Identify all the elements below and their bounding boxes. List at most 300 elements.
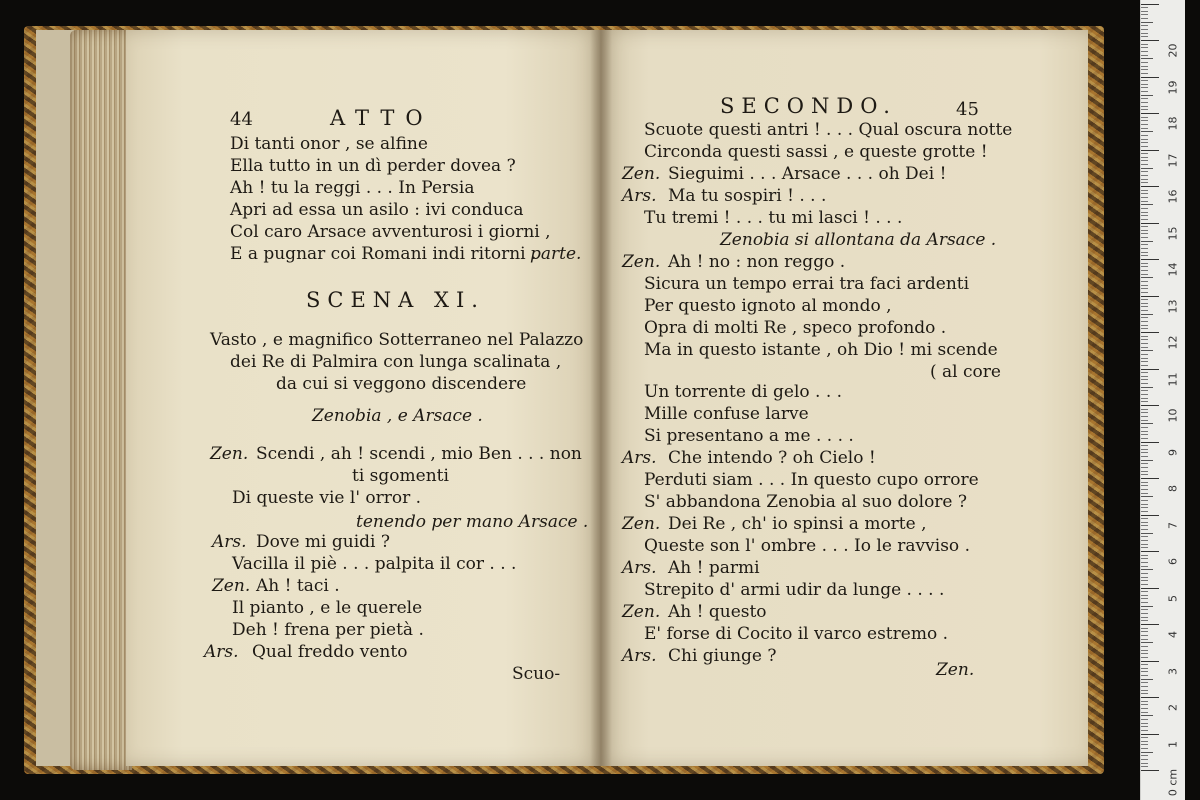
ruler-tick	[1141, 394, 1148, 395]
ruler-tick	[1141, 536, 1148, 537]
ruler-tick	[1141, 620, 1148, 621]
ruler-tick	[1141, 591, 1148, 592]
ruler-tick	[1141, 11, 1148, 12]
ruler-tick	[1141, 715, 1153, 716]
dialogue-line: Ah ! taci .	[256, 576, 340, 596]
ruler-tick	[1141, 442, 1159, 443]
ruler-tick	[1141, 595, 1148, 596]
dialogue-line: Ah ! no : non reggo .	[668, 252, 846, 272]
ruler-tick	[1141, 759, 1148, 760]
ruler-tick	[1141, 671, 1148, 672]
ruler-tick	[1141, 58, 1153, 59]
dialogue-line: Sieguimi . . . Arsace . . . oh Dei !	[668, 164, 947, 184]
ruler-tick	[1141, 511, 1148, 512]
ruler-tick	[1141, 697, 1159, 698]
ruler-tick	[1141, 36, 1148, 37]
ruler-tick	[1141, 482, 1148, 483]
ruler-tick	[1141, 518, 1148, 519]
ruler-tick	[1141, 7, 1148, 8]
verse-line: Apri ad essa un asilo : ivi conduca	[230, 200, 524, 220]
ruler-tick	[1141, 493, 1148, 494]
ruler-tick	[1141, 507, 1148, 508]
ruler-tick	[1141, 427, 1148, 428]
ruler-label: 12	[1166, 335, 1180, 350]
ruler-tick	[1141, 690, 1148, 691]
ruler-tick	[1141, 734, 1159, 735]
ruler-tick	[1141, 631, 1148, 632]
ruler-tick	[1141, 431, 1148, 432]
dialogue-line: Circonda questi sassi , e queste grotte !	[644, 142, 988, 162]
dialogue-line: Opra di molti Re , speco profondo .	[644, 318, 947, 338]
ruler-tick	[1141, 168, 1153, 169]
ruler-tick	[1141, 193, 1148, 194]
ruler-tick	[1141, 201, 1148, 202]
ruler-tick	[1141, 409, 1148, 410]
ruler-tick	[1141, 522, 1148, 523]
catchword: Scuo-	[512, 664, 561, 684]
ruler-tick	[1141, 113, 1159, 114]
ruler-tick	[1141, 336, 1148, 337]
ruler-tick	[1141, 452, 1148, 453]
ruler-tick	[1141, 650, 1148, 651]
dialogue-line: Per questo ignoto al mondo ,	[644, 296, 892, 316]
dialogue-line: Chi giunge ?	[668, 646, 777, 666]
ruler-tick	[1141, 237, 1148, 238]
ruler-tick	[1141, 4, 1159, 5]
dialogue-line: Ah ! parmi	[668, 558, 760, 578]
ruler-tick	[1141, 580, 1148, 581]
ruler-tick	[1141, 361, 1148, 362]
book-gutter	[590, 30, 612, 766]
characters-line: Zenobia , e Arsace .	[312, 406, 483, 426]
running-head: ATTO	[330, 106, 434, 130]
ruler-tick	[1141, 369, 1159, 370]
ruler-tick	[1141, 449, 1148, 450]
ruler-tick	[1141, 390, 1148, 391]
ruler-tick	[1141, 303, 1148, 304]
ruler-tick	[1141, 215, 1148, 216]
ruler-tick	[1141, 489, 1148, 490]
ruler-tick	[1141, 47, 1148, 48]
left-page	[126, 30, 600, 766]
ruler-tick	[1141, 91, 1148, 92]
ruler-tick	[1141, 277, 1153, 278]
ruler-tick	[1141, 350, 1153, 351]
ruler-tick	[1141, 347, 1148, 348]
verse-line: Ah ! tu la reggi . . . In Persia	[230, 178, 475, 198]
ruler-tick	[1141, 299, 1148, 300]
ruler-tick	[1141, 106, 1148, 107]
speaker: Zen.	[622, 164, 661, 184]
ruler-tick	[1141, 219, 1148, 220]
dialogue-line: Dove mi guidi ?	[256, 532, 390, 552]
ruler-tick	[1141, 171, 1148, 172]
scene-description-line: Vasto , e magnifico Sotterraneo nel Palazzo	[210, 330, 584, 350]
ruler-tick	[1141, 723, 1148, 724]
dialogue-line: Si presentano a me . . . .	[644, 426, 854, 446]
ruler-tick	[1141, 29, 1148, 30]
ruler-tick	[1141, 66, 1148, 67]
ruler-tick	[1141, 726, 1148, 727]
ruler-tick	[1141, 270, 1148, 271]
ruler-tick	[1141, 598, 1148, 599]
ruler-tick	[1141, 420, 1148, 421]
ruler-label: 10	[1166, 408, 1180, 423]
ruler-tick	[1141, 584, 1148, 585]
ruler-tick	[1141, 354, 1148, 355]
dialogue-line: Scendi , ah ! scendi , mio Ben . . . non	[256, 444, 582, 464]
speaker: Zen.	[622, 514, 661, 534]
dialogue-line: ti sgomenti	[352, 466, 449, 486]
ruler-tick	[1141, 693, 1148, 694]
ruler-tick	[1141, 139, 1148, 140]
ruler-tick	[1141, 504, 1148, 505]
dialogue-line: Mille confuse larve	[644, 404, 809, 424]
dialogue-line: Ma tu sospiri ! . . .	[668, 186, 827, 206]
ruler-tick	[1141, 124, 1148, 125]
ruler-tick	[1141, 573, 1148, 574]
ruler-tick	[1141, 102, 1148, 103]
ruler-tick	[1141, 661, 1159, 662]
ruler-tick	[1141, 150, 1159, 151]
ruler-tick	[1141, 763, 1148, 764]
ruler-tick	[1141, 160, 1148, 161]
scene-description-line: dei Re di Palmira con lunga scalinata ,	[230, 352, 562, 372]
ruler-tick	[1141, 737, 1148, 738]
ruler-tick	[1141, 306, 1148, 307]
ruler-tick	[1141, 675, 1148, 676]
ruler-tick	[1141, 25, 1148, 26]
ruler-tick	[1141, 668, 1148, 669]
ruler-tick	[1141, 766, 1148, 767]
dialogue-line: Di queste vie l' orror .	[232, 488, 422, 508]
verse-line: Ella tutto in un dì perder dovea ?	[230, 156, 516, 176]
ruler-tick	[1141, 525, 1148, 526]
dialogue-line: Deh ! frena per pietà .	[232, 620, 424, 640]
running-head: SECONDO.	[720, 94, 897, 118]
stage-direction: Zenobia si allontana da Arsace .	[720, 230, 997, 250]
ruler-tick	[1141, 496, 1153, 497]
ruler-tick	[1141, 744, 1148, 745]
ruler-tick	[1141, 387, 1153, 388]
catchword: Zen.	[936, 660, 975, 680]
dialogue-line: Strepito d' armi udir da lunge . . . .	[644, 580, 945, 600]
ruler-tick	[1141, 365, 1148, 366]
ruler-tick	[1141, 752, 1153, 753]
ruler-tick	[1141, 40, 1159, 41]
ruler-tick	[1141, 95, 1153, 96]
ruler-tick	[1141, 179, 1148, 180]
ruler-tick	[1141, 639, 1148, 640]
ruler-tick	[1141, 471, 1148, 472]
ruler-tick	[1141, 212, 1148, 213]
ruler-tick	[1141, 500, 1148, 501]
dialogue-line: Scuote questi antri ! . . . Qual oscura notte	[644, 120, 1013, 140]
dialogue-line: Ma in questo istante , oh Dio ! mi scende	[644, 340, 998, 360]
ruler-tick	[1141, 197, 1148, 198]
ruler-label: 17	[1166, 153, 1180, 167]
dialogue-line: Tu tremi ! . . . tu mi lasci ! . . .	[644, 208, 903, 228]
ruler-tick	[1141, 741, 1148, 742]
ruler-label: 1	[1166, 740, 1180, 748]
ruler-tick	[1141, 164, 1148, 165]
ruler-tick	[1141, 544, 1148, 545]
speaker: Zen.	[212, 576, 251, 596]
ruler-tick	[1141, 642, 1153, 643]
ruler-tick	[1141, 606, 1153, 607]
ruler-tick	[1141, 84, 1148, 85]
ruler-tick	[1141, 617, 1148, 618]
ruler-label: 7	[1166, 521, 1180, 529]
ruler-tick	[1141, 314, 1153, 315]
ruler-tick	[1141, 332, 1159, 333]
ruler-tick	[1141, 128, 1148, 129]
ruler-tick	[1141, 182, 1148, 183]
ruler-tick	[1141, 423, 1153, 424]
ruler-tick	[1141, 175, 1148, 176]
dialogue-line: Il pianto , e le querele	[232, 598, 423, 618]
page-number: 45	[956, 99, 979, 120]
ruler-tick	[1141, 296, 1159, 297]
ruler-tick	[1141, 288, 1148, 289]
ruler-tick	[1141, 62, 1148, 63]
ruler-tick	[1141, 186, 1159, 187]
ruler-tick	[1141, 285, 1148, 286]
ruler-tick	[1141, 730, 1148, 731]
ruler-tick	[1141, 77, 1159, 78]
ruler-tick	[1141, 577, 1148, 578]
ruler-tick	[1141, 190, 1148, 191]
ruler-tick	[1141, 98, 1148, 99]
ruler-tick	[1141, 398, 1148, 399]
ruler-label: 19	[1166, 80, 1180, 94]
ruler-tick	[1141, 69, 1148, 70]
ruler-tick	[1141, 547, 1148, 548]
ruler-label: 18	[1166, 116, 1180, 131]
dialogue-line: Ah ! questo	[668, 602, 767, 622]
ruler-tick	[1141, 646, 1148, 647]
ruler-tick	[1141, 529, 1148, 530]
ruler-tick	[1141, 445, 1148, 446]
ruler-label: 20	[1166, 43, 1180, 58]
ruler-tick	[1141, 624, 1159, 625]
ruler-tick	[1141, 682, 1148, 683]
page-fore-edge	[70, 30, 132, 770]
ruler-tick	[1141, 87, 1148, 88]
ruler-tick	[1141, 628, 1148, 629]
ruler-tick	[1141, 562, 1148, 563]
page-number: 44	[230, 109, 253, 130]
ruler-tick	[1141, 248, 1148, 249]
ruler-tick	[1141, 18, 1148, 19]
ruler-tick	[1141, 755, 1148, 756]
speaker: Ars.	[622, 646, 657, 666]
ruler-tick	[1141, 343, 1148, 344]
ruler-tick	[1141, 770, 1159, 771]
verse-line: Col caro Arsace avventurosi i giorni ,	[230, 222, 551, 242]
verse-line: Di tanti onor , se alfine	[230, 134, 428, 154]
scene-heading: SCENA XI.	[306, 288, 485, 312]
ruler-tick	[1141, 704, 1148, 705]
ruler-tick	[1141, 153, 1148, 154]
ruler-tick	[1141, 478, 1159, 479]
dialogue-line: Che intendo ? oh Cielo !	[668, 448, 876, 468]
ruler-tick	[1141, 204, 1153, 205]
ruler-tick	[1141, 719, 1148, 720]
dialogue-line: Dei Re , ch' io spinsi a morte ,	[668, 514, 927, 534]
ruler-label: 11	[1166, 372, 1180, 386]
speaker: Zen.	[622, 602, 661, 622]
ruler-tick	[1141, 540, 1148, 541]
ruler-tick	[1141, 241, 1153, 242]
ruler-tick	[1141, 44, 1148, 45]
ruler-tick	[1141, 142, 1148, 143]
ruler-tick	[1141, 117, 1148, 118]
ruler-tick	[1141, 146, 1148, 147]
ruler-label: 3	[1166, 667, 1180, 675]
ruler-tick	[1141, 120, 1148, 121]
ruler-label: 4	[1166, 631, 1180, 638]
ruler-label: 16	[1166, 189, 1180, 204]
ruler-label: 2	[1166, 704, 1180, 711]
ruler-tick	[1141, 51, 1148, 52]
ruler-tick	[1141, 73, 1148, 74]
speaker: Ars.	[212, 532, 247, 552]
scene-description-line: da cui si veggono discendere	[276, 374, 527, 394]
ruler-tick	[1141, 321, 1148, 322]
ruler-tick	[1141, 135, 1148, 136]
ruler-tick	[1141, 358, 1148, 359]
ruler-tick	[1141, 686, 1148, 687]
ruler-tick	[1141, 281, 1148, 282]
ruler-tick	[1141, 244, 1148, 245]
ruler-tick	[1141, 226, 1148, 227]
ruler-tick	[1141, 33, 1148, 34]
ruler-tick	[1141, 664, 1148, 665]
ruler-tick	[1141, 109, 1148, 110]
ruler-tick	[1141, 412, 1148, 413]
ruler-label: 15	[1166, 226, 1180, 240]
ruler-tick	[1141, 566, 1148, 567]
ruler-tick	[1141, 310, 1148, 311]
ruler-tick	[1141, 515, 1159, 516]
ruler-tick	[1141, 223, 1159, 224]
ruler-tick	[1141, 555, 1148, 556]
stage-direction: parte.	[530, 244, 582, 264]
ruler-tick	[1141, 230, 1148, 231]
ruler-tick	[1141, 405, 1159, 406]
ruler-tick	[1141, 569, 1153, 570]
ruler-label: 14	[1166, 262, 1180, 277]
ruler-tick	[1141, 474, 1148, 475]
ruler-tick	[1141, 255, 1148, 256]
dialogue-line: Queste son l' ombre . . . Io le ravviso .	[644, 536, 970, 556]
measuring-ruler	[1140, 0, 1185, 800]
ruler-tick	[1141, 588, 1159, 589]
ruler-tick	[1141, 456, 1148, 457]
ruler-label: 8	[1166, 485, 1180, 492]
ruler-tick	[1141, 602, 1148, 603]
verse-line: E a pugnar coi Romani indi ritorni .	[230, 244, 537, 264]
speaker: Ars.	[622, 558, 657, 578]
dialogue-line: ( al core	[930, 362, 1001, 382]
speaker: Ars.	[622, 186, 657, 206]
ruler-tick	[1141, 701, 1148, 702]
ruler-tick	[1141, 259, 1159, 260]
dialogue-line: Qual freddo vento	[252, 642, 408, 662]
ruler-tick	[1141, 317, 1148, 318]
ruler-tick	[1141, 208, 1148, 209]
right-page	[600, 30, 1088, 766]
ruler-tick	[1141, 252, 1148, 253]
ruler-tick	[1141, 533, 1153, 534]
ruler-tick	[1141, 263, 1148, 264]
speaker: Zen.	[210, 444, 249, 464]
ruler-label: 13	[1166, 299, 1180, 313]
ruler-tick	[1141, 401, 1148, 402]
ruler-tick	[1141, 485, 1148, 486]
ruler-tick	[1141, 233, 1148, 234]
ruler-tick	[1141, 383, 1148, 384]
ruler-tick	[1141, 376, 1148, 377]
speaker: Zen.	[622, 252, 661, 272]
ruler-label: 6	[1166, 558, 1180, 565]
ruler-tick	[1141, 467, 1148, 468]
ruler-tick	[1141, 434, 1148, 435]
ruler-tick	[1141, 653, 1148, 654]
ruler-tick	[1141, 157, 1148, 158]
ruler-tick	[1141, 460, 1153, 461]
ruler-tick	[1141, 80, 1148, 81]
ruler-tick	[1141, 416, 1148, 417]
ruler-tick	[1141, 712, 1148, 713]
ruler-tick	[1141, 657, 1148, 658]
ruler-tick	[1141, 679, 1153, 680]
speaker: Ars.	[204, 642, 239, 662]
ruler-tick	[1141, 55, 1148, 56]
dialogue-line: S' abbandona Zenobia al suo dolore ?	[644, 492, 968, 512]
dialogue-line: Un torrente di gelo . . .	[644, 382, 843, 402]
stage-direction: tenendo per mano Arsace .	[356, 512, 589, 532]
ruler-tick	[1141, 708, 1148, 709]
ruler-unit-label: 0 cm	[1166, 768, 1180, 797]
ruler-label: 9	[1166, 448, 1180, 456]
ruler-tick	[1141, 748, 1148, 749]
ruler-tick	[1141, 438, 1148, 439]
dialogue-line: E' forse di Cocito il varco estremo .	[644, 624, 948, 644]
ruler-tick	[1141, 558, 1148, 559]
ruler-tick	[1141, 463, 1148, 464]
ruler-tick	[1141, 131, 1153, 132]
ruler-tick	[1141, 339, 1148, 340]
ruler-tick	[1141, 266, 1148, 267]
ruler-tick	[1141, 292, 1148, 293]
ruler-tick	[1141, 372, 1148, 373]
ruler-tick	[1141, 635, 1148, 636]
ruler-tick	[1141, 274, 1148, 275]
ruler-tick	[1141, 613, 1148, 614]
dialogue-line: Vacilla il piè . . . palpita il cor . . .	[232, 554, 517, 574]
dialogue-line: Sicura un tempo errai tra faci ardenti	[644, 274, 970, 294]
speaker: Ars.	[622, 448, 657, 468]
ruler-tick	[1141, 609, 1148, 610]
dialogue-line: Perduti siam . . . In questo cupo orrore	[644, 470, 979, 490]
ruler-tick	[1141, 14, 1148, 15]
ruler-tick	[1141, 22, 1153, 23]
ruler-tick	[1141, 325, 1148, 326]
ruler-tick	[1141, 551, 1159, 552]
ruler-tick	[1141, 328, 1148, 329]
